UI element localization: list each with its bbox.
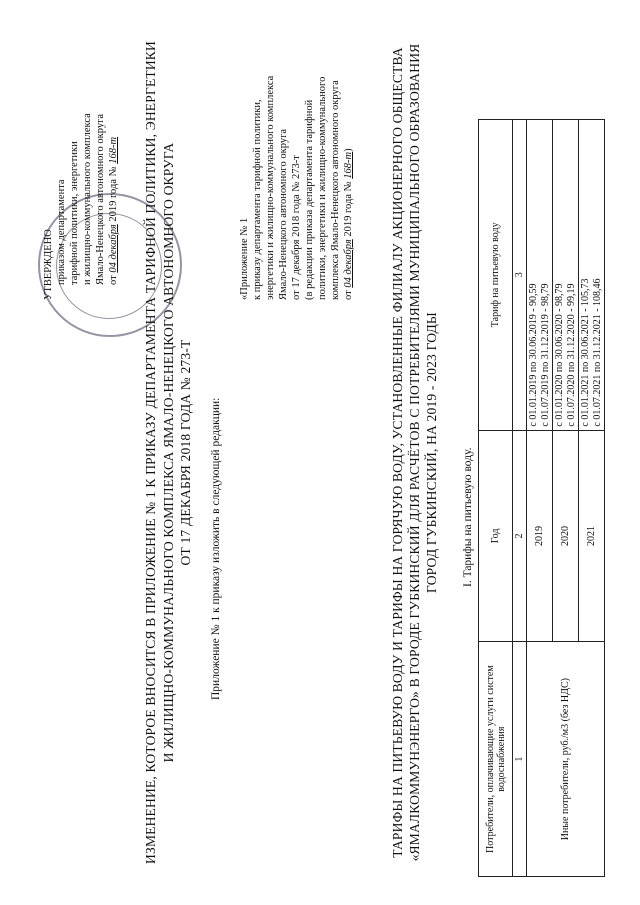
approval-word: УТВЕРЖДЕНО	[43, 229, 54, 300]
year-cell: 2020	[553, 430, 579, 642]
tariff-period: с 01.01.2019 по 30.06.2019 - 90,59	[527, 283, 539, 427]
approval-handwritten-number: 168-т	[108, 136, 119, 164]
annex-year-label: 2019 года №	[343, 181, 354, 237]
tariff-period: с 01.07.2019 по 31.12.2019 - 98,79	[539, 283, 551, 427]
tariff-cell	[579, 120, 605, 431]
section-heading: I. Тарифы на питьевую воду.	[462, 447, 474, 587]
header-consumer: Потребители, оплачивающие услуги систем водоснабжения	[479, 642, 513, 877]
annex-line: (в редакции приказа департамента тарифной	[304, 99, 315, 300]
year-cell: 2019	[527, 430, 553, 642]
annex-handwritten-number: 168-т	[343, 151, 354, 179]
approval-line: тарифной политики, энергетики	[69, 141, 80, 285]
heading-line-3: ОТ 17 ДЕКАБРЯ 2018 ГОДА № 273-Т	[178, 339, 193, 566]
approval-handwritten-date: 04 декабря	[108, 224, 119, 273]
approval-line: Ямало-Ненецкого автономного округа	[95, 113, 106, 285]
tariffs-title-line-3: ГОРОД ГУБКИНСКИЙ, НА 2019 - 2023 ГОДЫ	[424, 312, 439, 593]
annex-line: комплекса Ямало-Ненецкого автономного округа	[330, 80, 341, 300]
approval-line: и жилищно-коммунального комплекса	[82, 113, 93, 285]
col-number: 2	[513, 430, 527, 642]
tariff-period: с 01.01.2021 по 30.06.2021 - 105,73	[579, 278, 591, 427]
intro-text: Приложение № 1 к приказу изложить в следующей редакции:	[210, 397, 222, 700]
header-year: Год	[479, 430, 513, 642]
annex-line: «Приложение № 1	[239, 217, 250, 300]
annex-date-line	[342, 148, 355, 300]
annex-line: политики, энергетики и жилищно-коммунального	[317, 76, 328, 300]
tariffs-title-line-2: «ЯМАЛКОММУНЭНЕРГО» В ГОРОДЕ ГУБКИНСКИЙ ДЛЯ РАСЧЁТОВ С ПОТРЕБИТЕЛЯМИ МУНИЦИПАЛЬНОГО ОБРАЗОВАНИЯ	[407, 43, 422, 862]
tariff-table	[478, 119, 605, 877]
annex-line: Ямало-Ненецкого автономного округа	[278, 128, 289, 300]
approval-year-label: 2019 года №	[108, 166, 119, 222]
col-number: 3	[513, 120, 527, 431]
heading-line-2: И ЖИЛИЩНО-КОММУНАЛЬНОГО КОМПЛЕКСА ЯМАЛО-НЕНЕЦКОГО АВТОНОМНОГО ОКРУГА	[161, 142, 176, 763]
tariff-cell	[553, 120, 579, 431]
consumer-cell: Иные потребители, руб./м3 (без НДС)	[527, 642, 605, 877]
tariffs-title-line-1: ТАРИФЫ НА ПИТЬЕВУЮ ВОДУ И ТАРИФЫ НА ГОРЯЧУЮ ВОДУ, УСТАНОВЛЕННЫЕ ФИЛИАЛУ АКЦИОНЕРНОГО ОБЩЕСТВА	[390, 47, 405, 858]
header-tariff: Тариф на питьевую воду	[479, 120, 513, 431]
annex-from-label: от	[343, 290, 354, 300]
approval-line: приказом департамента	[56, 179, 67, 285]
table-row	[527, 120, 553, 877]
annex-line: от 17 декабря 2018 года № 273-т	[291, 155, 302, 300]
tariff-period: с 01.07.2020 по 31.12.2020 - 99,19	[565, 283, 577, 427]
tariff-period: с 01.07.2021 по 31.12.2021 - 108,46	[591, 278, 603, 427]
annex-line: к приказу департамента тарифной политики,	[252, 99, 263, 300]
heading-line-1: ИЗМЕНЕНИЕ, КОТОРОЕ ВНОСИТСЯ В ПРИЛОЖЕНИЕ № 1 К ПРИКАЗУ ДЕПАРТАМЕНТА ТАРИФНОЙ ПОЛИТИКИ, ЭНЕРГЕТИКИ	[143, 41, 158, 864]
col-number: 1	[513, 642, 527, 877]
approval-from-label: от	[108, 275, 119, 285]
year-cell: 2021	[579, 430, 605, 642]
annex-handwritten-date: 04 декабря	[343, 239, 354, 288]
table-column-numbers-row	[513, 120, 527, 877]
tariff-cell	[527, 120, 553, 431]
table-header-row	[479, 120, 513, 877]
approval-date-line	[107, 137, 120, 285]
annex-closing-paren: )	[343, 148, 354, 152]
annex-line: энергетики и жилищно-коммунального комплекса	[265, 75, 276, 300]
tariff-period: с 01.01.2020 по 30.06.2020 - 98,79	[553, 283, 565, 427]
